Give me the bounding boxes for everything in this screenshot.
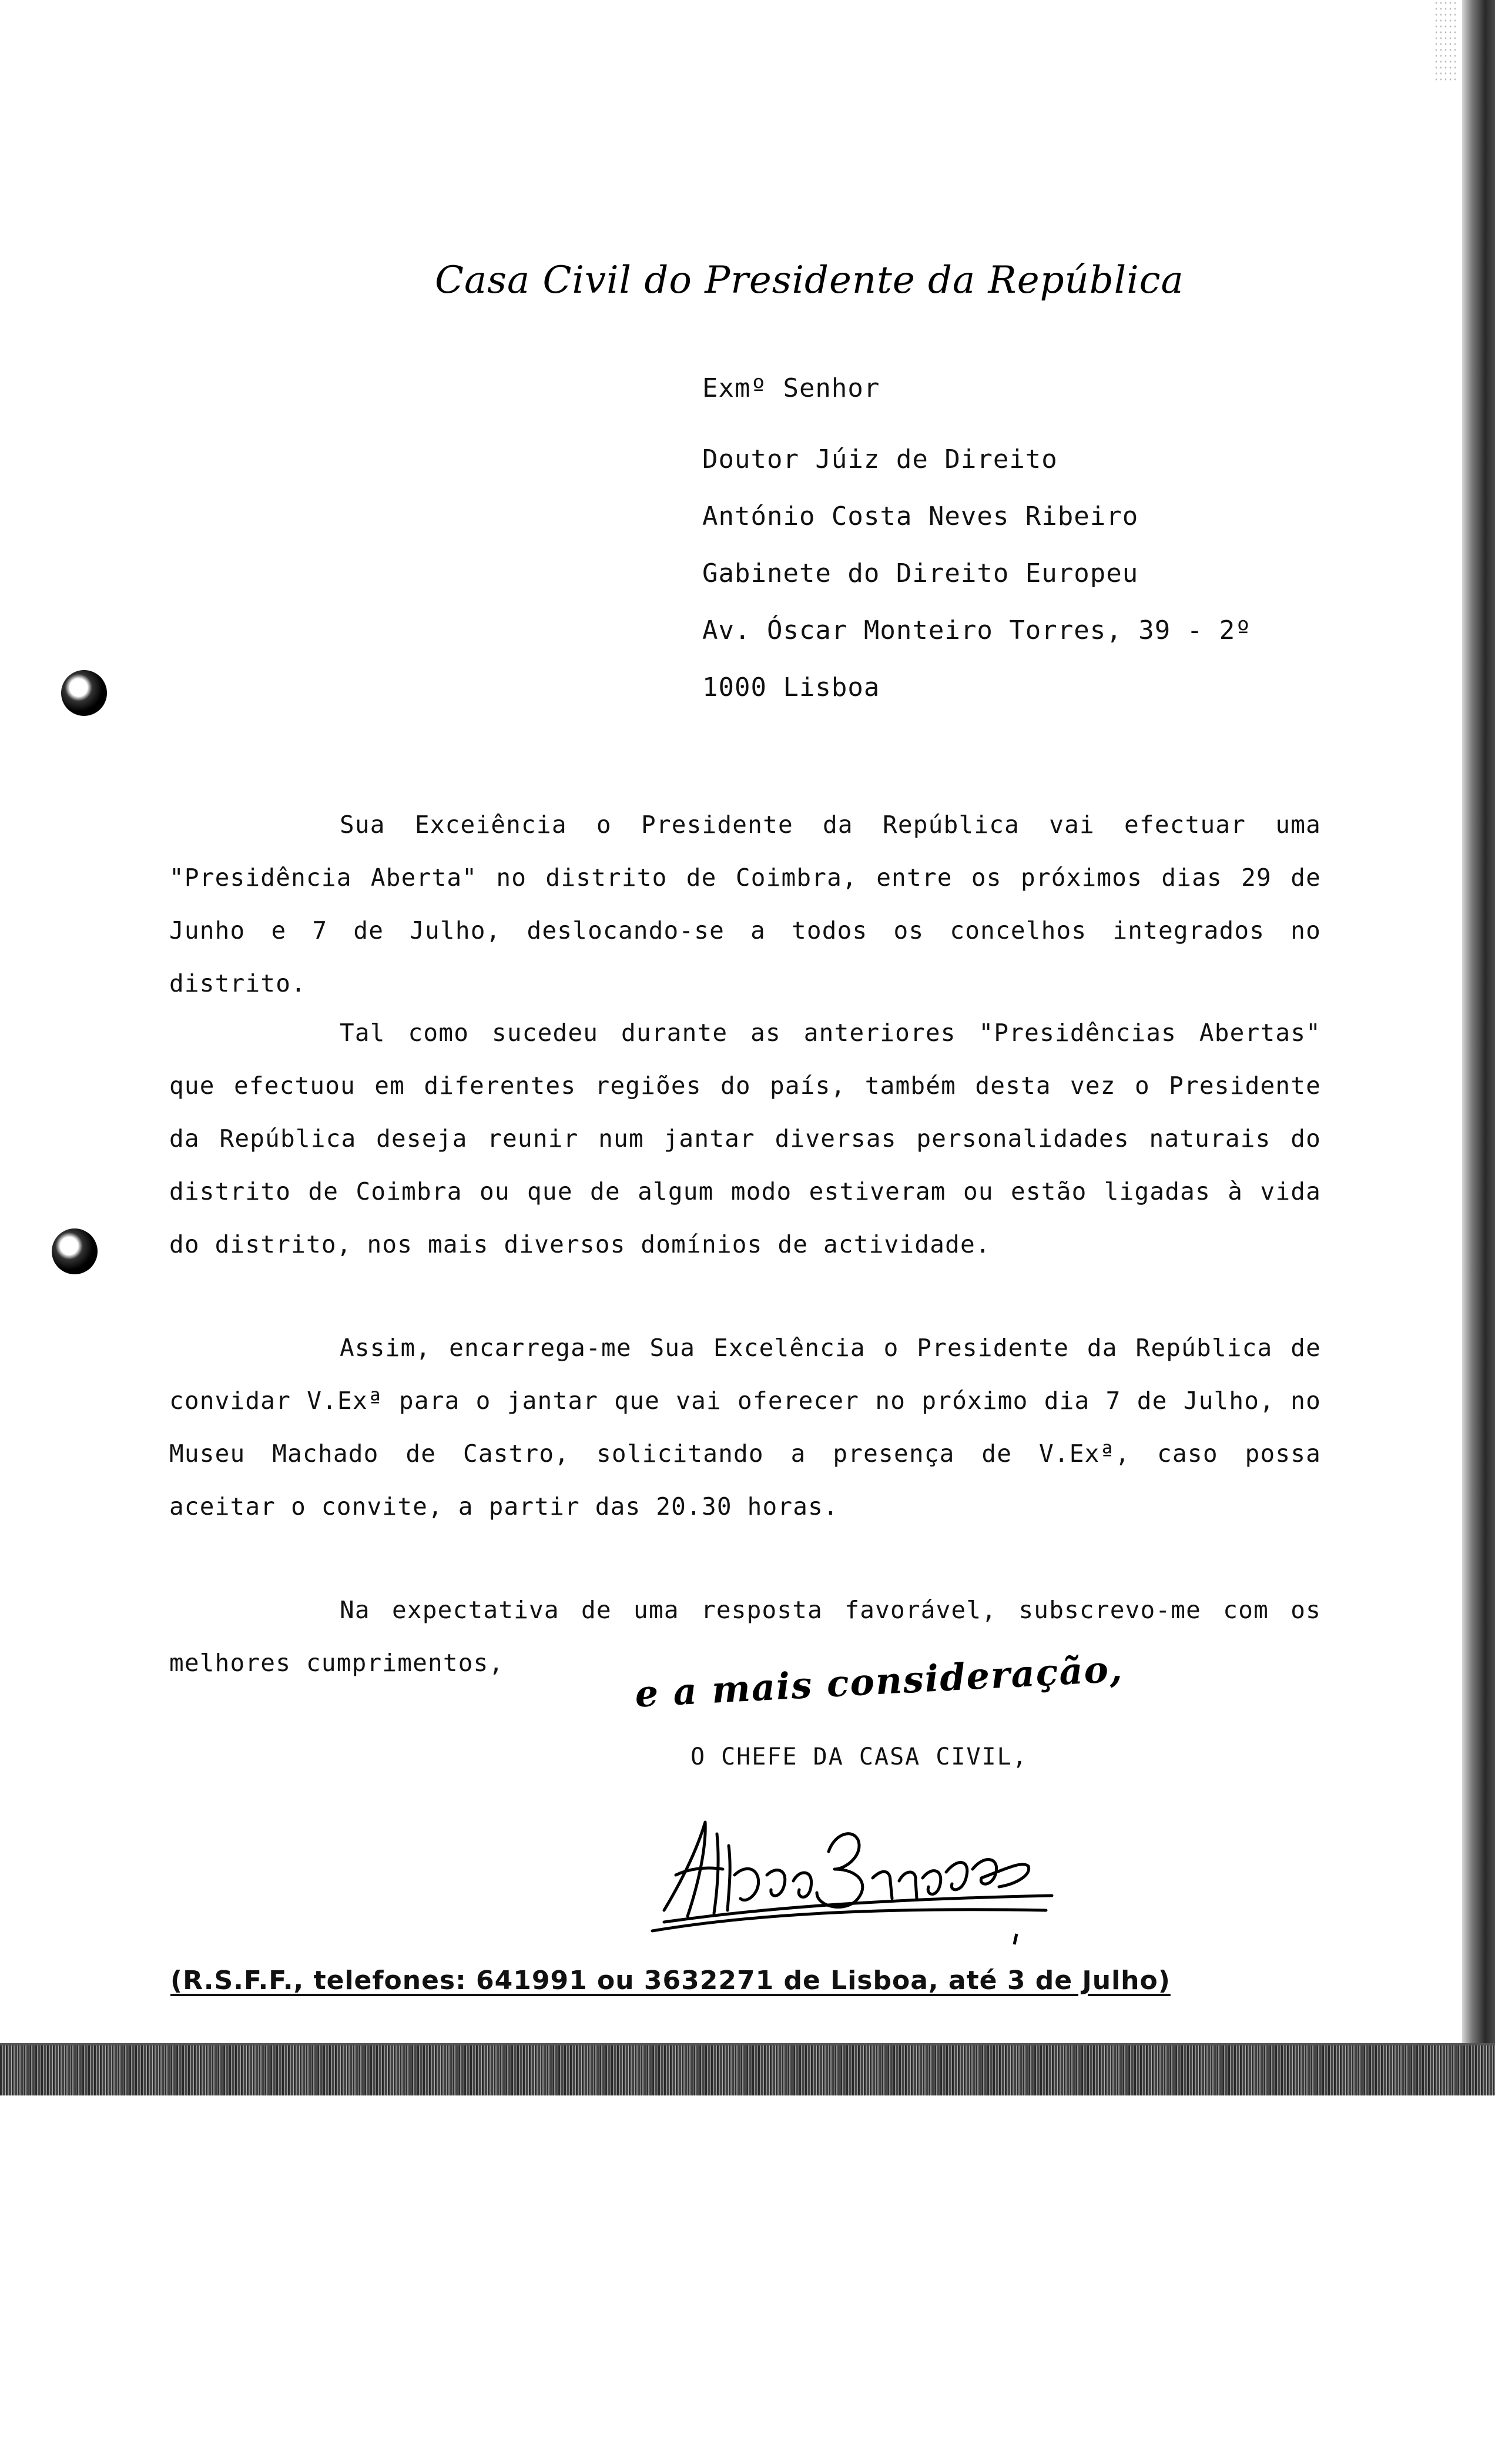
body-paragraph — [169, 1321, 1321, 1533]
scan-edge-bottom — [0, 2045, 1495, 2095]
body-paragraph — [169, 1006, 1321, 1271]
addressee-title: Doutor Júiz de Direito — [702, 444, 1058, 474]
addressee-office: Gabinete do Direito Europeu — [702, 558, 1139, 588]
addressee-name: António Costa Neves Ribeiro — [702, 501, 1139, 531]
sign-off-title: O CHEFE DA CASA CIVIL, — [690, 1743, 1028, 1770]
addressee-salutation: Exmº Senhor — [702, 373, 880, 403]
footer-contact-note: (R.S.F.F., telefones: 641991 ou 3632271 de Lisboa, até 3 de Julho) — [170, 1966, 1171, 1996]
body-paragraph — [169, 798, 1321, 1010]
paragraph-text: Tal como sucedeu durante as anteriores "Presidências Abertas" que efectuou em diferentes regiões do país, também desta vez o Presidente da República deseja reunir num jantar diversas personalidades naturais do distrito de Coimbra ou que de algum modo estiveram ou estão ligadas à vida do distrito, nos mais diversos domínios de actividade. — [169, 1019, 1321, 1258]
addressee-block — [702, 360, 1252, 716]
addressee-street: Av. Óscar Monteiro Torres, 39 - 2º — [702, 615, 1252, 645]
punch-hole-icon — [52, 1228, 98, 1274]
handwritten-phrase: e a mais consideração, — [633, 1647, 1125, 1716]
punch-hole-icon — [61, 670, 107, 716]
signature — [641, 1810, 1075, 1946]
paragraph-text: Assim, encarrega-me Sua Excelência o Presidente da República de convidar V.Exª para o jantar que vai oferecer no próximo dia 7 de Julho, no Museu Machado de Castro, solicitando a presença de V.Exª, caso possa aceitar o convite, a partir das 20.30 horas. — [169, 1334, 1321, 1521]
paragraph-text: Sua Exceiência o Presidente da República vai efectuar uma "Presidência Aberta" no distrito de Coimbra, entre os próximos dias 29 de Junho e 7 de Julho, deslocando-se a todos os concelhos integrados no distrito. — [169, 811, 1321, 997]
scan-noise — [1434, 0, 1457, 82]
letterhead: Casa Civil do Presidente da República — [435, 259, 1184, 302]
addressee-city: 1000 Lisboa — [702, 672, 880, 702]
paragraph-text: Na expectativa de uma resposta favorável, subscrevo-me com os melhores cumprimentos, — [169, 1596, 1321, 1677]
scan-edge-right — [1462, 0, 1495, 2095]
